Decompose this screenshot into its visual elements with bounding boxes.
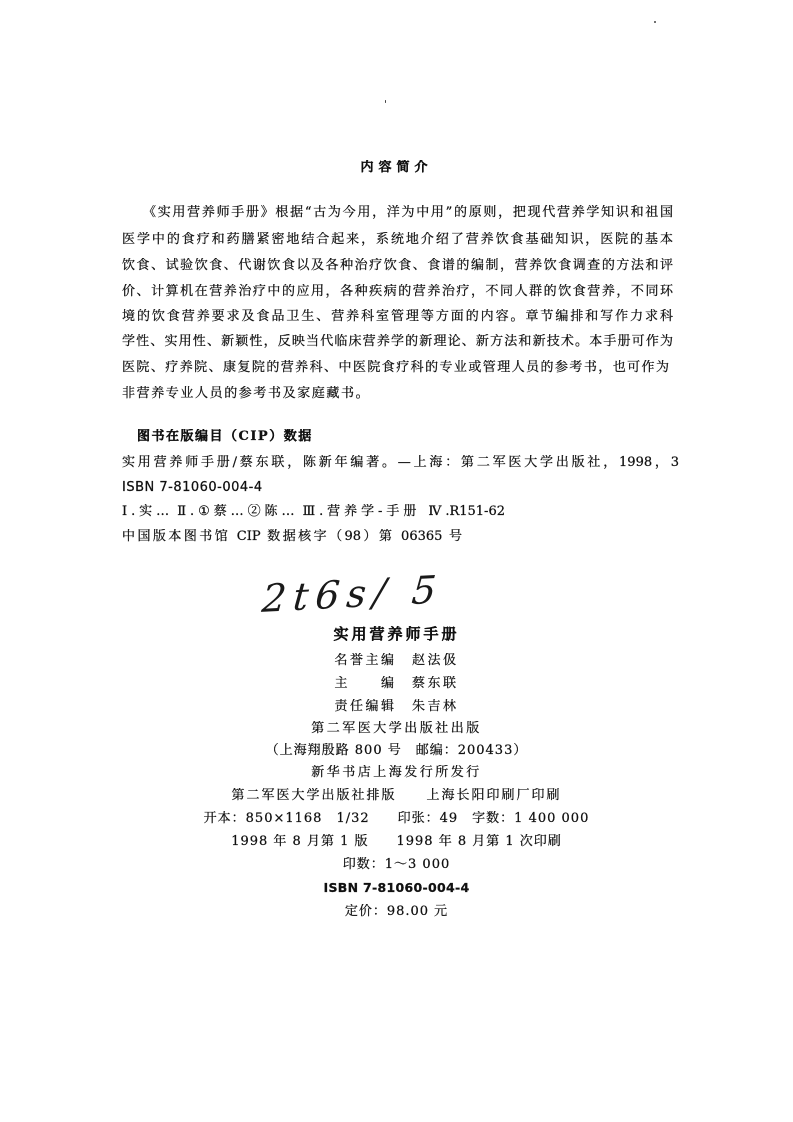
cip-heading: 图书在版编目（CIP）数据	[137, 429, 313, 444]
cip-line: Ⅰ.实… Ⅱ.①蔡…②陈… Ⅲ.营养学-手册 Ⅳ.R151-62	[122, 504, 505, 519]
imprint-typesetting-printing: 第二军医大学出版社排版 上海长阳印刷厂印刷	[231, 788, 562, 803]
imprint-publisher: 第二军医大学出版社出版	[311, 721, 482, 736]
summary-line: 学性、实用性、新颖性，反映当代临床营养学的新理论、新方法和新技术。本手册可作为	[122, 334, 673, 349]
imprint-price: 定价：98.00 元	[344, 904, 449, 919]
imprint-format: 开本：850×1168 1/32 印张：49 字数：1 400 000	[203, 811, 590, 826]
imprint-honorary-editor: 名誉主编 赵法伋	[334, 653, 459, 668]
imprint-book-title: 实用营养师手册	[333, 625, 460, 643]
handwritten-note: 2t6s/ 5	[260, 567, 445, 621]
imprint-distributor: 新华书店上海发行所发行	[311, 765, 482, 780]
summary-line: 价、计算机在营养治疗中的应用，各种疾病的营养治疗，不同人群的饮食营养，不同环	[122, 284, 673, 299]
imprint-responsible-editor: 责任编辑 朱吉林	[334, 699, 459, 714]
summary-line: 饮食、试验饮食、代谢饮食以及各种治疗饮食、食谱的编制，营养饮食调查的方法和评	[122, 258, 673, 273]
cip-isbn: ISBN 7-81060-004-4	[122, 480, 263, 495]
summary-line: 《实用营养师手册》根据“古为今用，洋为中用”的原则，把现代营养学知识和祖国	[143, 205, 673, 220]
imprint-isbn: ISBN 7-81060-004-4	[323, 880, 470, 895]
summary-line: 医院、疗养院、康复院的营养科、中医院食疗科的专业或管理人员的参考书，也可作为	[122, 360, 669, 375]
summary-title: 内容简介	[360, 160, 433, 175]
imprint-chief-editor: 主 编 蔡东联	[334, 676, 459, 691]
scan-speck	[654, 21, 656, 23]
scan-speck	[385, 100, 386, 103]
cip-line: 中国版本图书馆 CIP 数据核字（98）第 06365 号	[122, 529, 462, 544]
summary-line: 非营养专业人员的参考书及家庭藏书。	[122, 386, 371, 401]
summary-line: 医学中的食疗和药膳紧密地结合起来，系统地介绍了营养饮食基础知识，医院的基本	[122, 232, 673, 247]
imprint-edition: 1998 年 8 月第 1 版 1998 年 8 月第 1 次印刷	[231, 834, 562, 849]
imprint-print-run: 印数：1～3 000	[342, 857, 451, 872]
imprint-address: （上海翔殷路 800 号 邮编：200433）	[265, 743, 528, 758]
cip-line: 实用营养师手册/蔡东联，陈新年编著。—上海：第二军医大学出版社，1998，3	[122, 455, 679, 470]
summary-line: 境的饮食营养要求及食品卫生、营养科室管理等方面的内容。章节编排和写作力求科	[122, 309, 673, 324]
